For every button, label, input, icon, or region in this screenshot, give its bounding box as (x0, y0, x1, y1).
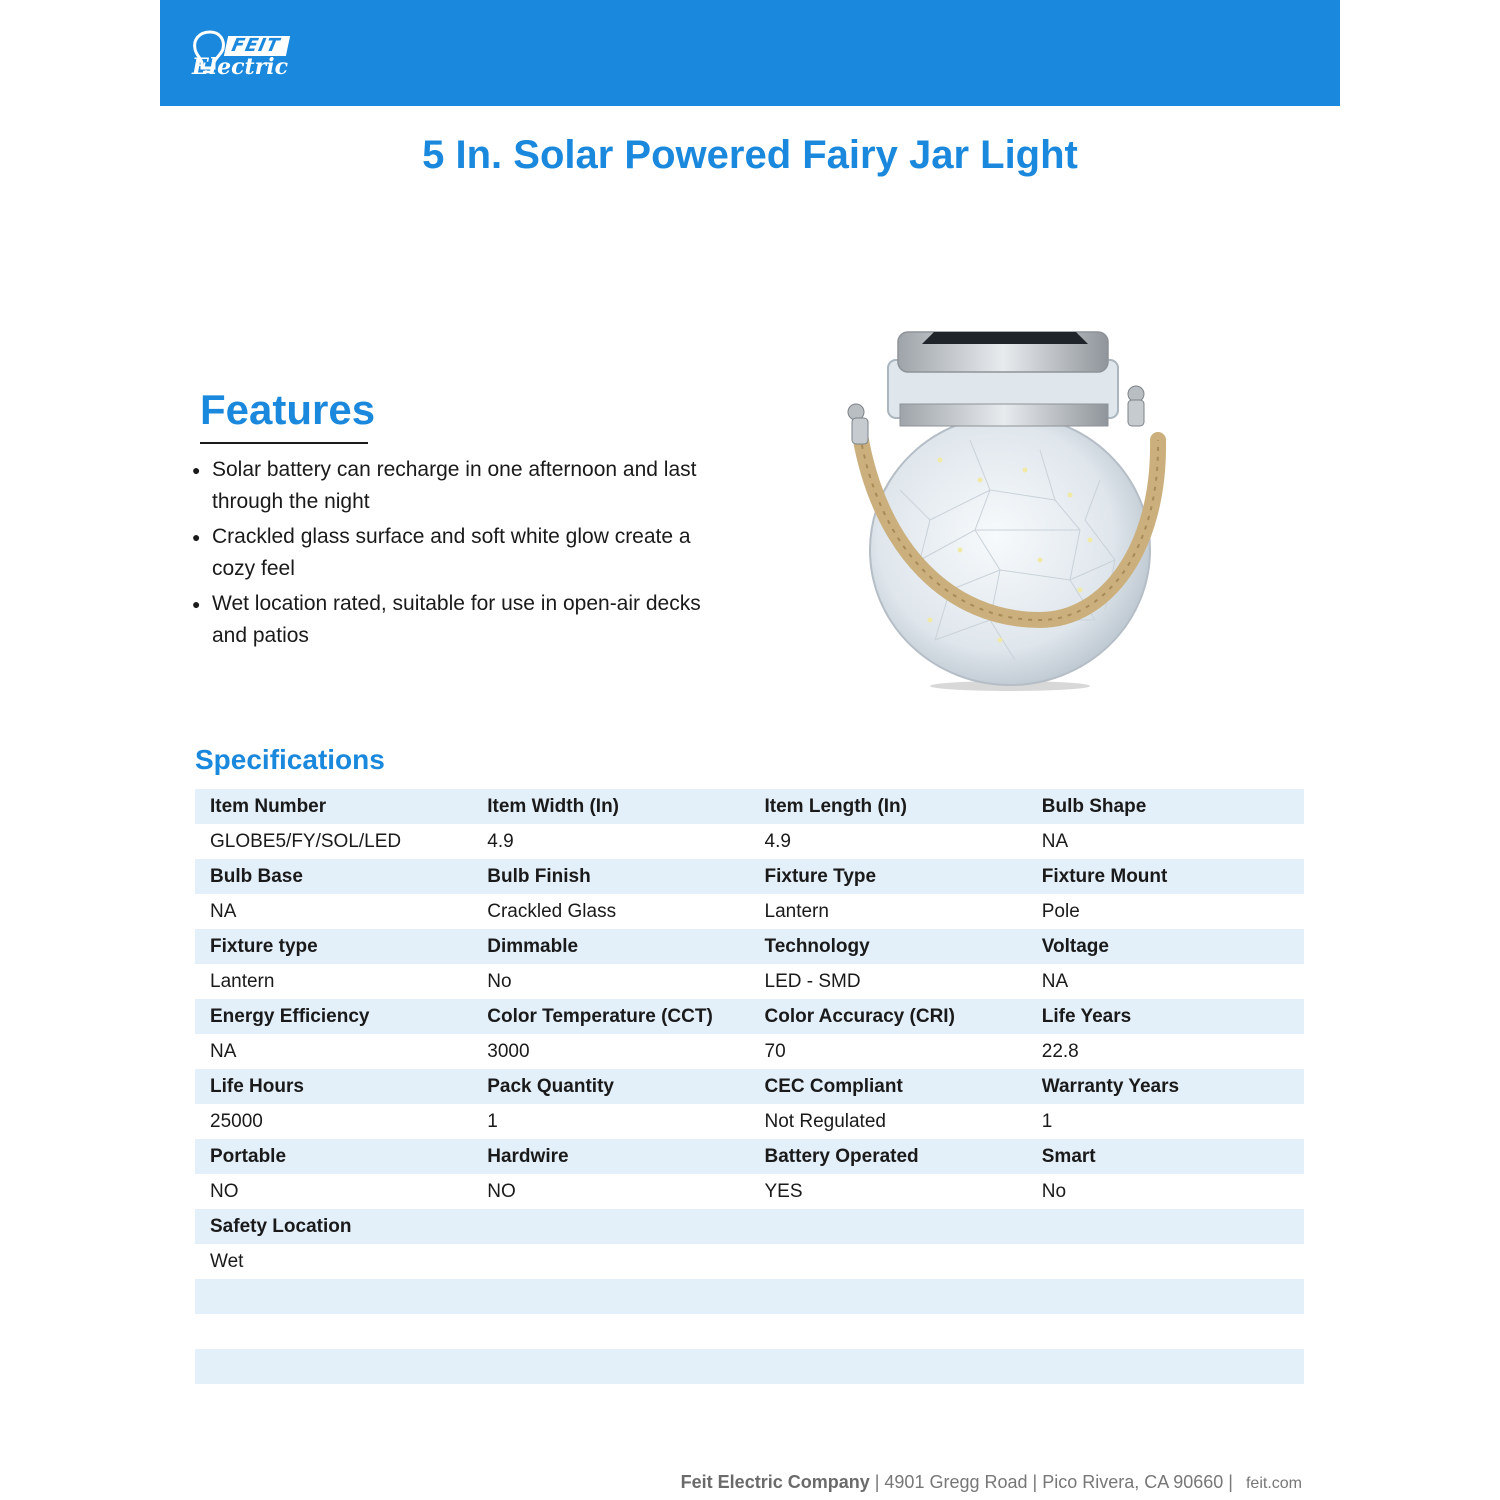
spec-empty-cell (195, 1314, 472, 1349)
spec-value-cell: YES (750, 1174, 1027, 1209)
spec-label-row (195, 1139, 1304, 1174)
feature-text: Wet location rated, suitable for use in open-air decks and patios (212, 592, 701, 647)
spec-label-row (195, 999, 1304, 1034)
spec-value-cell: NO (472, 1174, 749, 1209)
spec-label-cell: Fixture type (195, 929, 472, 964)
spec-label-cell: Energy Efficiency (195, 999, 472, 1034)
feature-text: Solar battery can recharge in one afternoon and last through the night (212, 458, 697, 513)
spec-label-cell: Item Number (195, 789, 472, 824)
product-image (840, 320, 1190, 700)
spec-label-cell (1027, 1209, 1304, 1244)
spec-label-cell: Bulb Base (195, 859, 472, 894)
spec-value-cell: Pole (1027, 894, 1304, 929)
spec-value-row (195, 1034, 1304, 1069)
spec-value-cell: 1 (472, 1104, 749, 1139)
logo-wordmark-feit: FEIT (224, 36, 290, 56)
spec-value-cell: Not Regulated (750, 1104, 1027, 1139)
spec-value-row (195, 1104, 1304, 1139)
spec-value-cell (1027, 1244, 1304, 1279)
spec-label-cell: Life Years (1027, 999, 1304, 1034)
feature-item (190, 588, 710, 652)
spec-label-cell: Smart (1027, 1139, 1304, 1174)
spec-label-cell: CEC Compliant (750, 1069, 1027, 1104)
spec-value-cell: Wet (195, 1244, 472, 1279)
spec-value-cell: 25000 (195, 1104, 472, 1139)
spec-empty-cell (750, 1349, 1027, 1384)
spec-label-cell: Warranty Years (1027, 1069, 1304, 1104)
spec-label-cell: Item Width (In) (472, 789, 749, 824)
spec-label-cell: Life Hours (195, 1069, 472, 1104)
spec-label-cell: Color Temperature (CCT) (472, 999, 749, 1034)
feit-electric-logo (190, 28, 320, 80)
spec-value-cell: LED - SMD (750, 964, 1027, 999)
spec-value-cell: Crackled Glass (472, 894, 749, 929)
spec-empty-cell (1027, 1279, 1304, 1314)
spec-label-row (195, 859, 1304, 894)
spec-label-cell: Fixture Type (750, 859, 1027, 894)
spec-label-cell: Portable (195, 1139, 472, 1174)
features-list (190, 454, 710, 655)
spec-empty-row (195, 1279, 1304, 1314)
spec-value-cell: NA (195, 1034, 472, 1069)
spec-value-row (195, 1174, 1304, 1209)
feature-text: Crackled glass surface and soft white glow create a cozy feel (212, 525, 691, 580)
brand-header (160, 0, 1340, 106)
features-heading: Features (200, 386, 376, 433)
spec-value-row (195, 1244, 1304, 1279)
rope-clip-right (1128, 400, 1144, 426)
solar-panel (922, 332, 1088, 344)
spec-value-cell: NA (195, 894, 472, 929)
bullet-icon: ● (192, 529, 201, 545)
spec-value-cell: 3000 (472, 1034, 749, 1069)
spec-label-cell: Bulb Finish (472, 859, 749, 894)
spec-empty-cell (472, 1349, 749, 1384)
spec-label-row (195, 1209, 1304, 1244)
spec-label-cell (472, 1209, 749, 1244)
footer-company: Feit Electric Company (680, 1472, 870, 1492)
spec-label-cell (750, 1209, 1027, 1244)
page-title: 5 In. Solar Powered Fairy Jar Light (422, 133, 1078, 177)
features-divider (200, 442, 368, 444)
spec-empty-cell (472, 1279, 749, 1314)
spec-value-cell (750, 1244, 1027, 1279)
spec-value-cell (472, 1244, 749, 1279)
spec-empty-cell (1027, 1314, 1304, 1349)
spec-value-cell: 4.9 (472, 824, 749, 859)
spec-value-cell: 1 (1027, 1104, 1304, 1139)
spec-empty-cell (195, 1349, 472, 1384)
spec-label-cell: Hardwire (472, 1139, 749, 1174)
specifications-heading: Specifications (195, 744, 385, 775)
feature-item (190, 454, 710, 518)
rope-clip-left (852, 418, 868, 444)
specifications-table (195, 789, 1304, 1384)
spec-value-cell: 22.8 (1027, 1034, 1304, 1069)
spec-value-cell: NO (195, 1174, 472, 1209)
spec-label-row (195, 1069, 1304, 1104)
spec-value-cell: No (1027, 1174, 1304, 1209)
spec-value-row (195, 824, 1304, 859)
logo-wordmark-electric: Electric (192, 54, 289, 80)
spec-empty-cell (750, 1314, 1027, 1349)
spec-empty-cell (472, 1314, 749, 1349)
spec-value-cell: 70 (750, 1034, 1027, 1069)
spec-value-cell: NA (1027, 964, 1304, 999)
spec-label-cell: Color Accuracy (CRI) (750, 999, 1027, 1034)
spec-value-cell: Lantern (195, 964, 472, 999)
spec-value-cell: No (472, 964, 749, 999)
spec-empty-cell (195, 1279, 472, 1314)
spec-label-cell: Bulb Shape (1027, 789, 1304, 824)
spec-value-row (195, 964, 1304, 999)
spec-value-cell: NA (1027, 824, 1304, 859)
spec-label-cell: Fixture Mount (1027, 859, 1304, 894)
spec-label-cell: Voltage (1027, 929, 1304, 964)
spec-empty-row (195, 1314, 1304, 1349)
spec-label-cell: Dimmable (472, 929, 749, 964)
item-number-link[interactable]: GLOBE5/FY/SOL/LED (195, 824, 472, 859)
spec-value-row (195, 894, 1304, 929)
spec-empty-cell (1027, 1349, 1304, 1384)
spec-label-row (195, 929, 1304, 964)
spec-label-row (195, 789, 1304, 824)
spec-value-cell: 4.9 (750, 824, 1027, 859)
spec-value-cell: Lantern (750, 894, 1027, 929)
footer (681, 1472, 1302, 1493)
spec-label-cell: Battery Operated (750, 1139, 1027, 1174)
spec-empty-cell (750, 1279, 1027, 1314)
bullet-icon: ● (192, 462, 201, 478)
spec-label-cell: Safety Location (195, 1209, 472, 1244)
footer-website-link[interactable]: feit.com (1245, 1475, 1302, 1492)
spec-label-cell: Item Length (In) (750, 789, 1027, 824)
spec-label-cell: Pack Quantity (472, 1069, 749, 1104)
bullet-icon: ● (192, 596, 201, 612)
feature-item (190, 521, 710, 585)
spec-empty-row (195, 1349, 1304, 1384)
footer-address: | 4901 Gregg Road | Pico Rivera, CA 90660 | (869, 1472, 1238, 1492)
metal-band (900, 404, 1108, 426)
spec-label-cell: Technology (750, 929, 1027, 964)
